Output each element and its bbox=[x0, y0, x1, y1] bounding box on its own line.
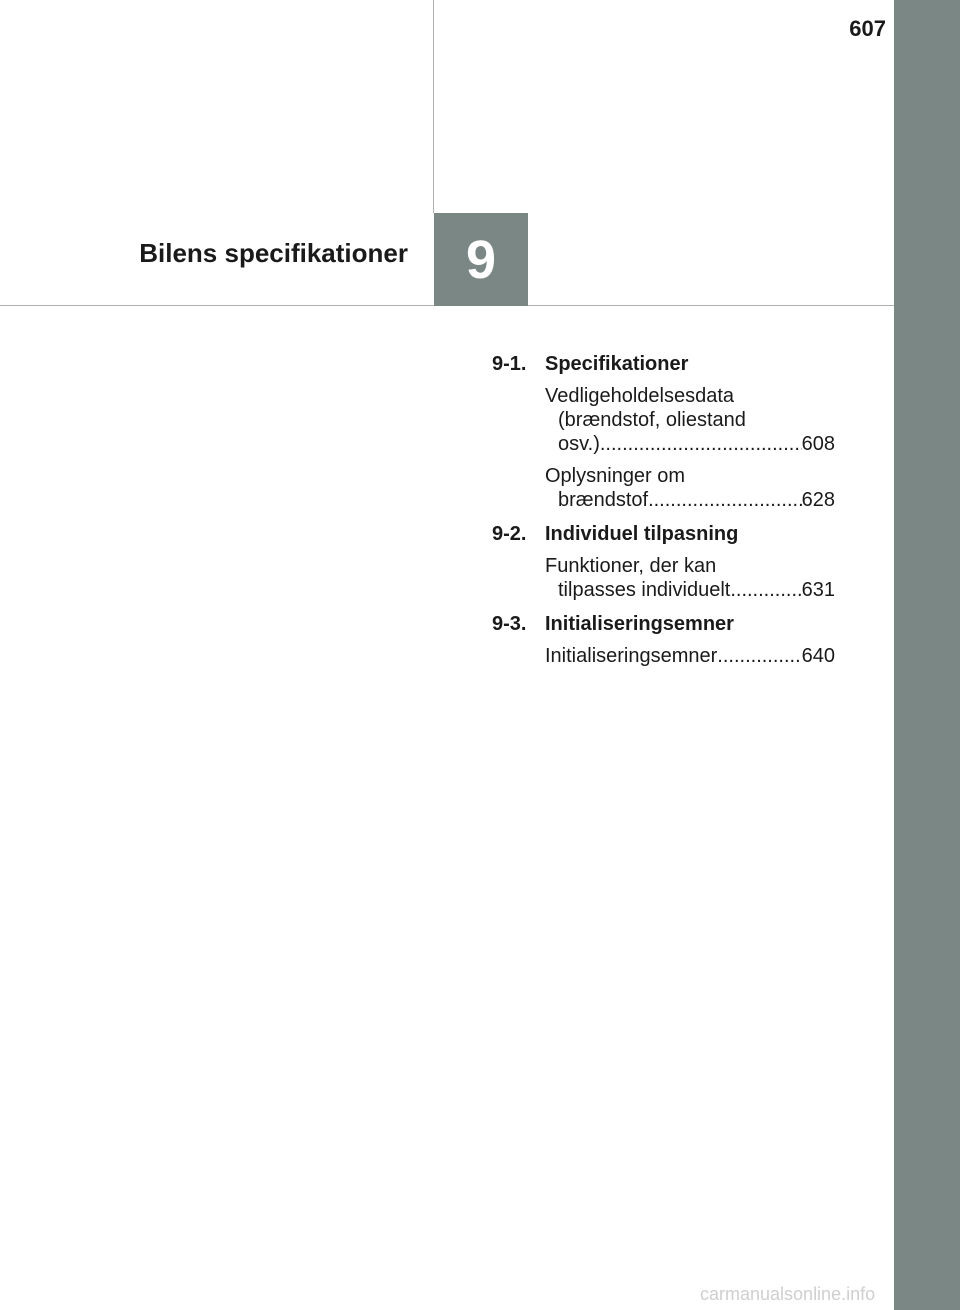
entry-page: 640 bbox=[801, 645, 835, 667]
entry-page: 608 bbox=[801, 433, 835, 455]
page-number: 607 bbox=[849, 16, 886, 41]
table-of-contents bbox=[492, 352, 835, 678]
toc-entry-initialiseringsemner[interactable] bbox=[545, 644, 835, 668]
entry-leader-line bbox=[545, 488, 835, 512]
entry-text: Vedligeholdelsesdata bbox=[545, 385, 735, 407]
entry-text: Funktioner, der kan bbox=[545, 555, 717, 577]
dot-leader bbox=[717, 644, 801, 668]
section-heading[interactable] bbox=[492, 522, 835, 546]
chapter-number-box bbox=[434, 213, 528, 306]
vertical-divider bbox=[433, 0, 434, 213]
toc-entry-funktioner[interactable] bbox=[545, 554, 835, 602]
chapter-title: Bilens specifikationer bbox=[139, 238, 408, 268]
section-title: Individuel tilpasning bbox=[545, 523, 739, 545]
toc-entry-vedligeholdelsesdata[interactable] bbox=[545, 384, 835, 456]
entry-text: osv.) bbox=[558, 433, 600, 455]
entry-text: brændstof bbox=[558, 489, 649, 511]
entry-page: 628 bbox=[801, 489, 835, 511]
dot-leader bbox=[730, 578, 801, 602]
entry-text: (brændstof, oliestand bbox=[558, 409, 746, 431]
watermark-text: carmanualsonline.info bbox=[700, 1284, 876, 1304]
entry-leader-line bbox=[545, 644, 835, 668]
entry-leader-line bbox=[545, 432, 835, 456]
toc-section-9-3 bbox=[492, 612, 835, 668]
section-heading[interactable] bbox=[492, 352, 835, 376]
entry-text: Initialiseringsemner bbox=[545, 645, 718, 667]
dot-leader bbox=[600, 432, 802, 456]
section-title: Specifikationer bbox=[545, 353, 689, 375]
section-title: Initialiseringsemner bbox=[545, 613, 734, 635]
toc-entry-oplysninger[interactable] bbox=[545, 464, 835, 512]
dot-leader bbox=[648, 488, 802, 512]
toc-section-9-1 bbox=[492, 352, 835, 512]
section-number: 9-3. bbox=[492, 613, 527, 635]
entry-text: Oplysninger om bbox=[545, 465, 686, 487]
section-number: 9-1. bbox=[492, 353, 527, 375]
entry-leader-line bbox=[545, 578, 835, 602]
chapter-number: 9 bbox=[465, 229, 497, 290]
entry-page: 631 bbox=[801, 579, 835, 601]
entry-text: tilpasses individuelt bbox=[558, 579, 731, 601]
toc-section-9-2 bbox=[492, 522, 835, 602]
section-number: 9-2. bbox=[492, 523, 527, 545]
section-heading[interactable] bbox=[492, 612, 835, 636]
side-color-bar bbox=[894, 0, 960, 1310]
